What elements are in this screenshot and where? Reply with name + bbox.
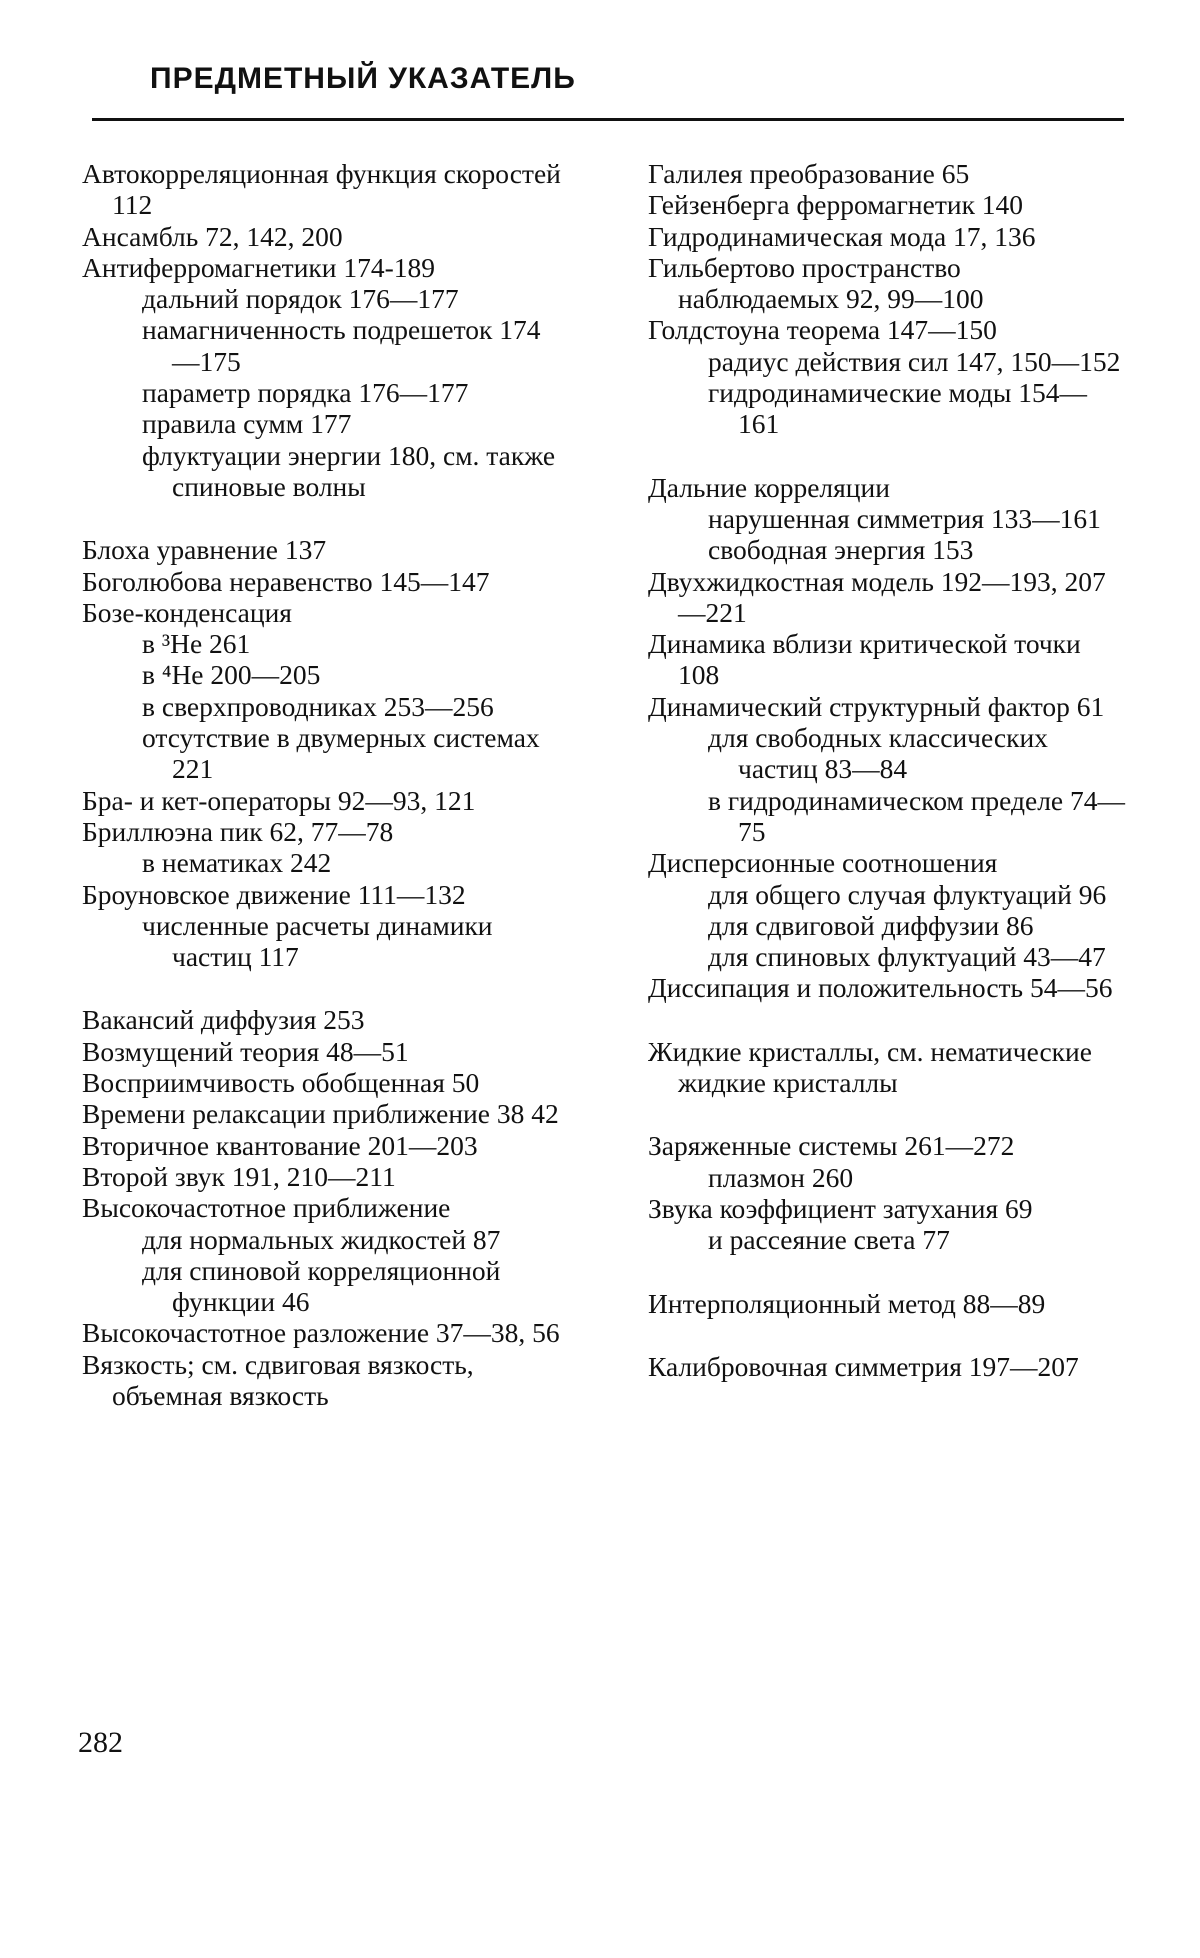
index-subentry: плазмон 260 [708,1161,854,1193]
index-letter-group [648,1130,1128,1255]
index-entry: Броуновское движение 111—132 [82,878,466,910]
index-subentry: для спиновых флуктуаций 43—47 [708,941,1106,973]
index-subentry: для общего случая флуктуаций 96 [708,878,1107,910]
index-letter-group [648,1288,1128,1319]
index-letter-group [648,472,1128,1004]
index-entry: Блоха уравнение 137 [82,534,327,566]
index-letter-group [648,1351,1128,1382]
index-entry: Голдстоуна теорема 147—150 [648,314,997,346]
index-subentry: для нормальных жидкостей 87 [142,1223,501,1255]
index-subentry: для свободных классических частиц 83—84 [708,722,1048,785]
page-number: 282 [78,1726,123,1759]
index-entry: Дальние корреляции [648,471,890,503]
header-rule [92,118,1124,121]
index-subentry: флуктуации энергии 180, см. также спиновые волны [142,439,556,502]
index-subentry: параметр порядка 176—177 [142,377,469,409]
index-letter-group [82,534,562,972]
index-entry: Вязкость; см. сдвиговая вязкость, объемная вязкость [82,1348,474,1411]
index-letter-group [648,158,1128,440]
index-entry: Гильбертово пространство наблюдаемых 92, 99—100 [648,251,984,315]
index-subentry: в сверхпроводниках 253—256 [142,690,494,722]
index-subentry: правила сумм 177 [142,408,352,440]
index-column-left [82,158,562,1443]
index-entry: Восприимчивость обобщенная 50 [82,1067,480,1099]
index-entry: Бриллюэна пик 62, 77—78 [82,815,394,847]
index-entry: Заряженные системы 261—272 [648,1130,1015,1162]
index-entry: Жидкие кристаллы, см. нематические жидкие кристаллы [648,1035,1092,1099]
index-subentry: радиус действия сил 147, 150—152 [708,345,1121,377]
index-entry: Двухжидкостная модель 192—193, 207—221 [648,565,1106,628]
index-entry: Ансамбль 72, 142, 200 [82,220,343,252]
index-entry: Времени релаксации приближение 38 42 [82,1098,559,1130]
index-subentry: свободная энергия 153 [708,534,974,566]
index-subentry: нарушенная симметрия 133—161 [708,502,1101,534]
index-subentry: для сдвиговой диффузии 86 [708,909,1034,941]
index-entry: Звука коэффициент затухания 69 [648,1192,1033,1224]
index-entry: Гейзенберга ферромагнетик 140 [648,189,1024,221]
index-entry: Бозе-конденсация [82,596,292,628]
index-subentry: для спиновой корреляционной функции 46 [142,1254,501,1318]
index-subentry: намагниченность подрешеток 174—175 [142,314,541,377]
index-entry: Галилея преобразование 65 [648,158,970,189]
index-letter-group [82,158,562,502]
index-entry: Бра- и кет-операторы 92—93, 121 [82,784,476,816]
index-subentry: дальний порядок 176—177 [142,283,459,315]
index-entry: Гидродинамическая мода 17, 136 [648,220,1036,252]
index-entry: Диссипация и положительность 54—56 [648,972,1113,1004]
index-subentry: в гидродинамическом пределе 74—75 [708,784,1126,847]
index-subentry: в ⁴He 200—205 [142,659,321,691]
index-entry: Динамический структурный фактор 61 [648,690,1105,722]
index-entry: Боголюбова неравенство 145—147 [82,565,490,597]
index-entry: Второй звук 191, 210—211 [82,1160,396,1192]
index-subentry: численные расчеты динамики частиц 117 [142,909,493,973]
index-entry: Автокорреляционная функция скоростей 112 [82,158,561,221]
index-subentry: в нематиках 242 [142,847,332,879]
index-entry: Интерполяционный метод 88—89 [648,1287,1046,1319]
index-column-right [648,158,1128,1414]
index-entry: Вакансий диффузия 253 [82,1004,365,1036]
index-entry: Динамика вблизи критической точки 108 [648,628,1081,691]
index-subentry: в ³He 261 [142,628,251,660]
index-entry: Высокочастотное приближение [82,1192,451,1224]
index-subentry: и рассеяние света 77 [708,1224,950,1256]
page-header-title: ПРЕДМЕТНЫЙ УКАЗАТЕЛЬ [150,62,576,95]
index-entry: Калибровочная симметрия 197—207 [648,1350,1079,1382]
index-letter-group [648,1036,1128,1099]
index-letter-group [82,1004,562,1411]
index-entry: Дисперсионные соотношения [648,847,998,879]
index-entry: Высокочастотное разложение 37—38, 56 [82,1317,560,1349]
index-entry: Возмущений теория 48—51 [82,1035,409,1067]
index-subentry: отсутствие в двумерных системах 221 [142,722,540,785]
index-entry: Антиферромагнетики 174-189 [82,251,436,283]
index-entry: Вторичное квантование 201—203 [82,1129,478,1161]
index-subentry: гидродинамические моды 154—161 [708,377,1087,440]
